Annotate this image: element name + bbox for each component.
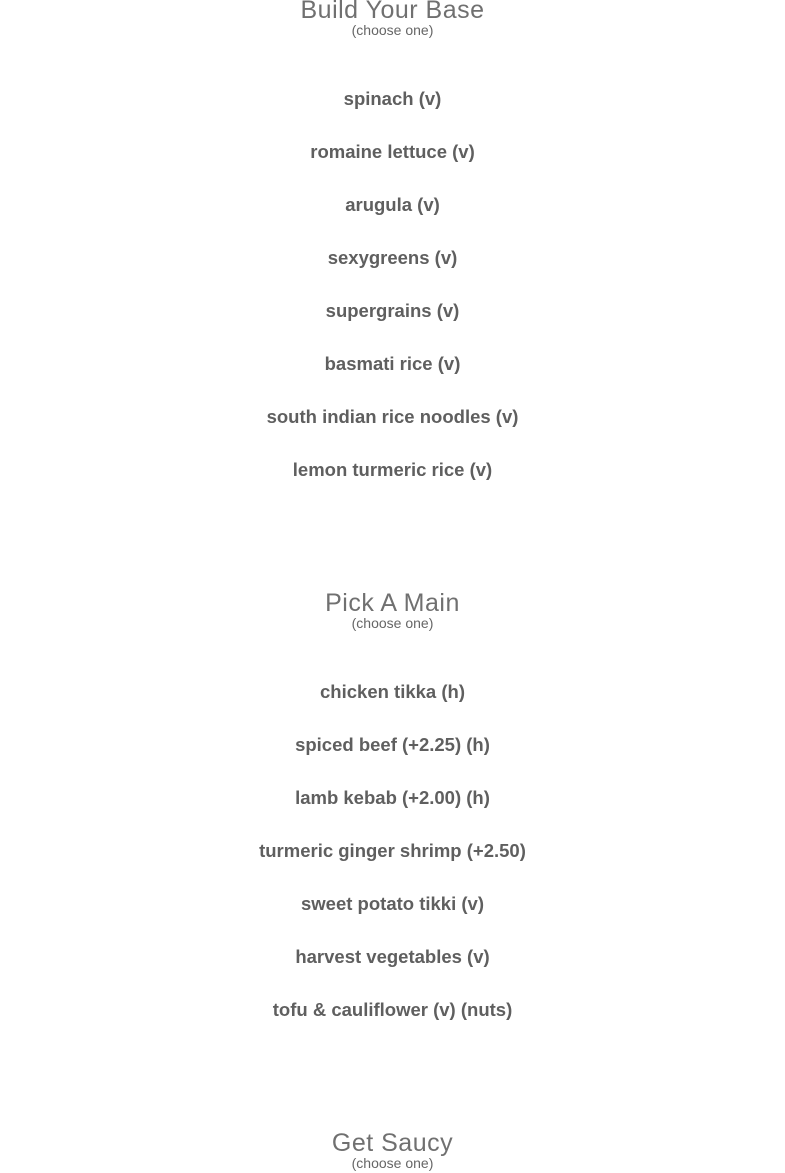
base-option-south-indian-rice-noodles[interactable]: south indian rice noodles (v) bbox=[266, 406, 519, 427]
section-title-pick-a-main: Pick A Main bbox=[325, 589, 460, 617]
base-option-supergrains[interactable]: supergrains (v) bbox=[325, 300, 460, 321]
section-subtitle-get-saucy: (choose one) bbox=[351, 1155, 434, 1171]
main-option-sweet-potato-tikki[interactable]: sweet potato tikki (v) bbox=[301, 893, 484, 914]
section-title-get-saucy: Get Saucy bbox=[331, 1129, 454, 1157]
base-option-basmati-rice[interactable]: basmati rice (v) bbox=[324, 353, 461, 374]
base-option-spinach[interactable]: spinach (v) bbox=[343, 88, 442, 109]
base-option-romaine-lettuce[interactable]: romaine lettuce (v) bbox=[310, 141, 475, 162]
base-option-arugula[interactable]: arugula (v) bbox=[345, 194, 440, 215]
main-option-lamb-kebab[interactable]: lamb kebab (+2.00) (h) bbox=[295, 787, 490, 808]
section-subtitle-build-your-base: (choose one) bbox=[351, 22, 434, 38]
main-option-turmeric-ginger-shrimp[interactable]: turmeric ginger shrimp (+2.50) bbox=[259, 840, 526, 861]
base-option-sexygreens[interactable]: sexygreens (v) bbox=[327, 247, 458, 268]
main-option-spiced-beef[interactable]: spiced beef (+2.25) (h) bbox=[295, 734, 490, 755]
section-subtitle-pick-a-main: (choose one) bbox=[351, 615, 434, 631]
section-title-build-your-base: Build Your Base bbox=[300, 0, 485, 24]
main-option-tofu-cauliflower[interactable]: tofu & cauliflower (v) (nuts) bbox=[272, 999, 513, 1020]
main-option-chicken-tikka[interactable]: chicken tikka (h) bbox=[320, 681, 465, 702]
main-option-harvest-vegetables[interactable]: harvest vegetables (v) bbox=[295, 946, 490, 967]
base-option-lemon-turmeric-rice[interactable]: lemon turmeric rice (v) bbox=[292, 459, 493, 480]
